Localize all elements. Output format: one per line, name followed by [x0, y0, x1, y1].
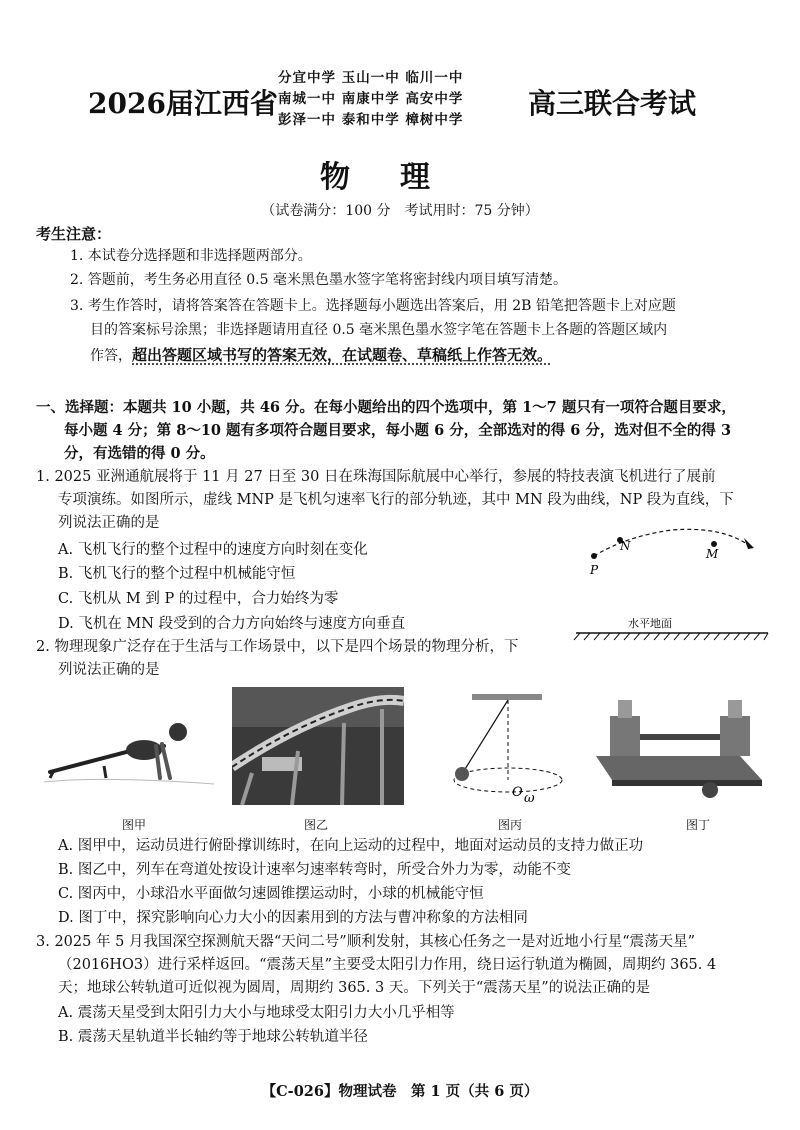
- caption-jia: 图甲: [121, 818, 146, 832]
- conical-pendulum-image: [442, 690, 570, 804]
- label-m: M: [706, 547, 719, 561]
- q2-option-d: D. 图丁中，探究影响向心力大小的因素用到的方法与曹冲称象的方法相同: [58, 910, 528, 926]
- header-title-left: 2026届江西省: [88, 87, 278, 120]
- header-title-right: 高三联合考试: [528, 87, 697, 120]
- section-heading: [36, 396, 766, 465]
- exam-header: [88, 68, 728, 132]
- section-line: 每小题 4 分；第 8～10 题有多项符合题目要求，每小题 6 分，全部选对的得 6 分，选对但不全的得 3: [64, 422, 732, 439]
- school-line: 彭泽一中 泰和中学 樟树中学: [278, 112, 464, 128]
- ground-label: 水平地面: [628, 617, 672, 630]
- q1-option-a: A. 飞机飞行的整个过程中的速度方向时刻在变化: [58, 542, 368, 558]
- q1-option-c: C. 飞机从 M 到 P 的过程中，合力始终为零: [58, 591, 339, 607]
- question-3: [36, 931, 771, 1000]
- question-line: 1. 2025 亚洲通航展将于 11 月 27 日至 30 日在珠海国际航展中心举行，参展的特技表演飞机进行了展前: [36, 469, 716, 485]
- question-line: 3. 2025 年 5 月我国深空探测航天器“天问二号”顺利发射，其核心任务之一是对近地小行星“震荡天星”: [36, 934, 696, 950]
- page-footer: 【C-026】物理试卷 第 1 页（共 6 页）: [261, 1083, 539, 1100]
- q2-option-c: C. 图丙中，小球沿水平面做匀速圆锥摆运动时，小球的机械能守恒: [58, 886, 484, 902]
- question-2: [36, 636, 771, 682]
- notice-item: 1. 本试卷分选择题和非选择题两部分。: [70, 248, 312, 264]
- q3-option-a: A. 震荡天星受到太阳引力大小与地球受太阳引力大小几乎相等: [58, 1005, 455, 1021]
- notice-item: 3. 考生作答时，请将答案答在答题卡上。选择题每小题选出答案后，用 2B 铅笔把答题卡上对应题: [70, 298, 676, 314]
- school-line: 分宜中学 玉山一中 临川一中: [278, 70, 464, 86]
- question-line: （2016HO3）进行采样返回。“震荡天星”主要受太阳引力作用，绕日运行轨道为椭圆，周期约 365. 4: [58, 957, 717, 973]
- label-n: N: [620, 539, 631, 553]
- q2-option-b: B. 图乙中，列车在弯道处按设计速率匀速率转弯时，所受合外力为零，动能不变: [58, 862, 571, 878]
- q3-option-b: B. 震荡天星轨道半长轴约等于地球公转轨道半径: [58, 1029, 368, 1045]
- centripetal-apparatus-image: [590, 694, 766, 804]
- flight-path-figure: [572, 516, 772, 646]
- notice-item: 目的答案标号涂黑；非选择题请用直径 0.5 毫米黑色墨水签字笔在答题卡上各题的答题区域内: [90, 322, 668, 338]
- question-line: 专项演练。如图所示，虚线 MNP 是飞机匀速率飞行的部分轨迹，其中 MN 段为曲线，NP 段为直线，下: [58, 492, 734, 508]
- pushup-image: [44, 706, 214, 792]
- exam-meta: （试卷满分：100 分 考试用时：75 分钟）: [261, 203, 539, 219]
- question-line: 列说法正确的是: [58, 662, 160, 678]
- train-curve-image: [232, 687, 404, 805]
- notice-text: 作答，: [90, 348, 132, 364]
- section-line: 分，有选错的得 0 分。: [64, 445, 215, 462]
- caption-ding: 图丁: [685, 818, 710, 832]
- pendulum-label-o: O: [512, 785, 523, 800]
- notice-title: 考生注意：: [36, 225, 112, 243]
- label-p: P: [590, 563, 599, 577]
- notice-item: 2. 答题前，考生务必用直径 0.5 毫米黑色墨水签字笔将密封线内项目填写清楚。: [70, 272, 567, 288]
- notice-item-last: [90, 345, 552, 367]
- school-line: 南城一中 南康中学 高安中学: [278, 91, 464, 107]
- school-list: [278, 68, 533, 131]
- question-line: 2. 物理现象广泛存在于生活与工作场景中，以下是四个场景的物理分析，下: [36, 639, 519, 655]
- q1-option-b: B. 飞机飞行的整个过程中机械能守恒: [58, 566, 296, 582]
- q2-option-a: A. 图甲中，运动员进行俯卧撑训练时，在向上运动的过程中，地面对运动员的支持力做正功: [58, 838, 644, 854]
- section-line: 一、选择题：本题共 10 小题，共 46 分。在每小题给出的四个选项中，第 1～7 题只有一项符合题目要求，: [36, 399, 736, 416]
- caption-yi: 图乙: [303, 818, 328, 832]
- question-line: 列说法正确的是: [58, 515, 160, 531]
- q1-option-d: D. 飞机在 MN 段受到的合力方向始终与速度方向垂直: [58, 616, 406, 632]
- notice-emphasis: 超出答题区域书写的答案无效，在试题卷、草稿纸上作答无效。: [132, 346, 553, 364]
- subject-title: 物理: [320, 160, 480, 195]
- pendulum-label-omega: ω: [524, 791, 535, 804]
- caption-bing: 图丙: [497, 818, 522, 832]
- question-line: 天；地球公转轨道可近似视为圆周，周期约 365. 3 天。下列关于“震荡天星”的说法正确的是: [58, 980, 651, 996]
